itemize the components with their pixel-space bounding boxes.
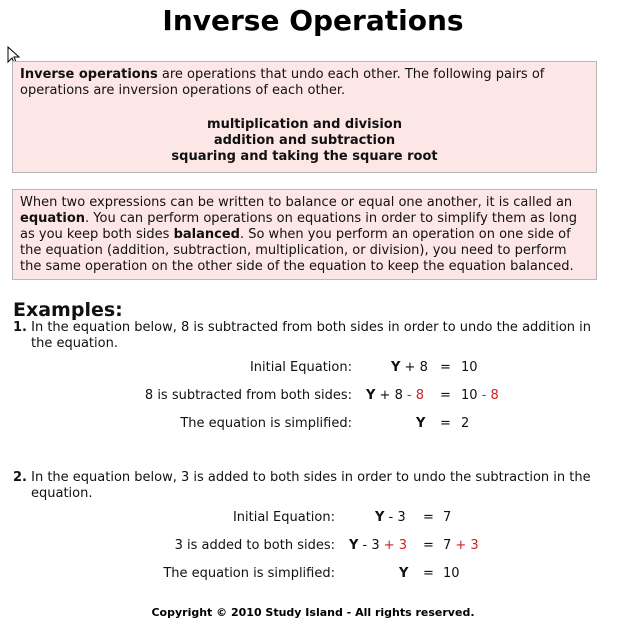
page-title: Inverse Operations: [162, 4, 464, 37]
operation-applied: + 3: [455, 538, 479, 553]
equals-sign: =: [423, 566, 434, 581]
step-label: Initial Equation:: [232, 510, 335, 525]
right-side: 10: [443, 566, 460, 581]
equation-explanation-box: [12, 189, 597, 280]
step-label: 8 is subtracted from both sides:: [144, 388, 352, 403]
variable: Y: [391, 360, 401, 375]
equals-sign: =: [440, 416, 451, 431]
example-text: In the equation below, 8 is subtracted from both sides in order to undo the addition in: [31, 320, 592, 335]
definition-paragraph: [20, 67, 589, 99]
right-side: 10: [461, 388, 482, 403]
operation-pair: multiplication and division: [207, 117, 402, 132]
examples-heading: Examples:: [13, 299, 123, 321]
example-description: [13, 320, 613, 352]
left-side: - 3: [384, 510, 406, 525]
left-side: - 3: [358, 538, 384, 553]
explanation-text: . So when you perform an operation on one side of the equation (addition, subtraction, multiplication, or division), you need to perform the same operation on the other side of the equation to keep the equation balanced.: [20, 227, 574, 274]
operation-pair: squaring and taking the square root: [171, 149, 438, 164]
step-label: The equation is simplified:: [180, 416, 352, 431]
right-side: 7: [443, 510, 452, 525]
right-side: 10: [461, 360, 478, 375]
equation-term: equation: [20, 211, 86, 226]
example-description: [13, 470, 613, 502]
operation-applied: - 8: [481, 388, 499, 403]
explanation-text: When two expressions can be written to balance or equal one another, it is called an: [20, 195, 573, 210]
step-label: 3 is added to both sides:: [174, 538, 335, 553]
balanced-term: balanced: [173, 227, 240, 242]
definition-text: are operations that undo each other. The following pairs of operations are inversion operations of each other.: [20, 67, 545, 98]
left-side: + 8: [375, 388, 407, 403]
equals-sign: =: [423, 510, 434, 525]
equals-sign: =: [440, 360, 451, 375]
left-side: + 8: [400, 360, 428, 375]
operation-pair: addition and subtraction: [213, 133, 396, 148]
equals-sign: =: [423, 538, 434, 553]
right-side: 7: [443, 538, 456, 553]
right-side: 2: [461, 416, 470, 431]
step-label: The equation is simplified:: [163, 566, 335, 581]
example-text: equation.: [31, 486, 93, 501]
variable: Y: [416, 416, 426, 431]
copyright-footer: Copyright © 2010 Study Island - All rights reserved.: [151, 606, 475, 619]
variable: Y: [399, 566, 409, 581]
inverse-operations-term: Inverse operations: [20, 67, 158, 82]
example-number: 2.: [13, 470, 27, 485]
explanation-text: . You can perform operations on equations in order to simplify them as long as you keep both sides: [20, 211, 577, 242]
step-label: Initial Equation:: [249, 360, 352, 375]
operation-applied: - 8: [406, 388, 425, 403]
inverse-operations-definition-box: [12, 61, 597, 173]
variable: Y: [349, 538, 359, 553]
variable: Y: [375, 510, 385, 525]
variable: Y: [366, 388, 376, 403]
equals-sign: =: [440, 388, 451, 403]
example-number: 1.: [13, 320, 27, 335]
example-text: the equation.: [31, 336, 118, 351]
example-text: In the equation below, 3 is added to both sides in order to undo the subtraction in the: [31, 470, 591, 485]
operation-applied: + 3: [383, 538, 408, 553]
